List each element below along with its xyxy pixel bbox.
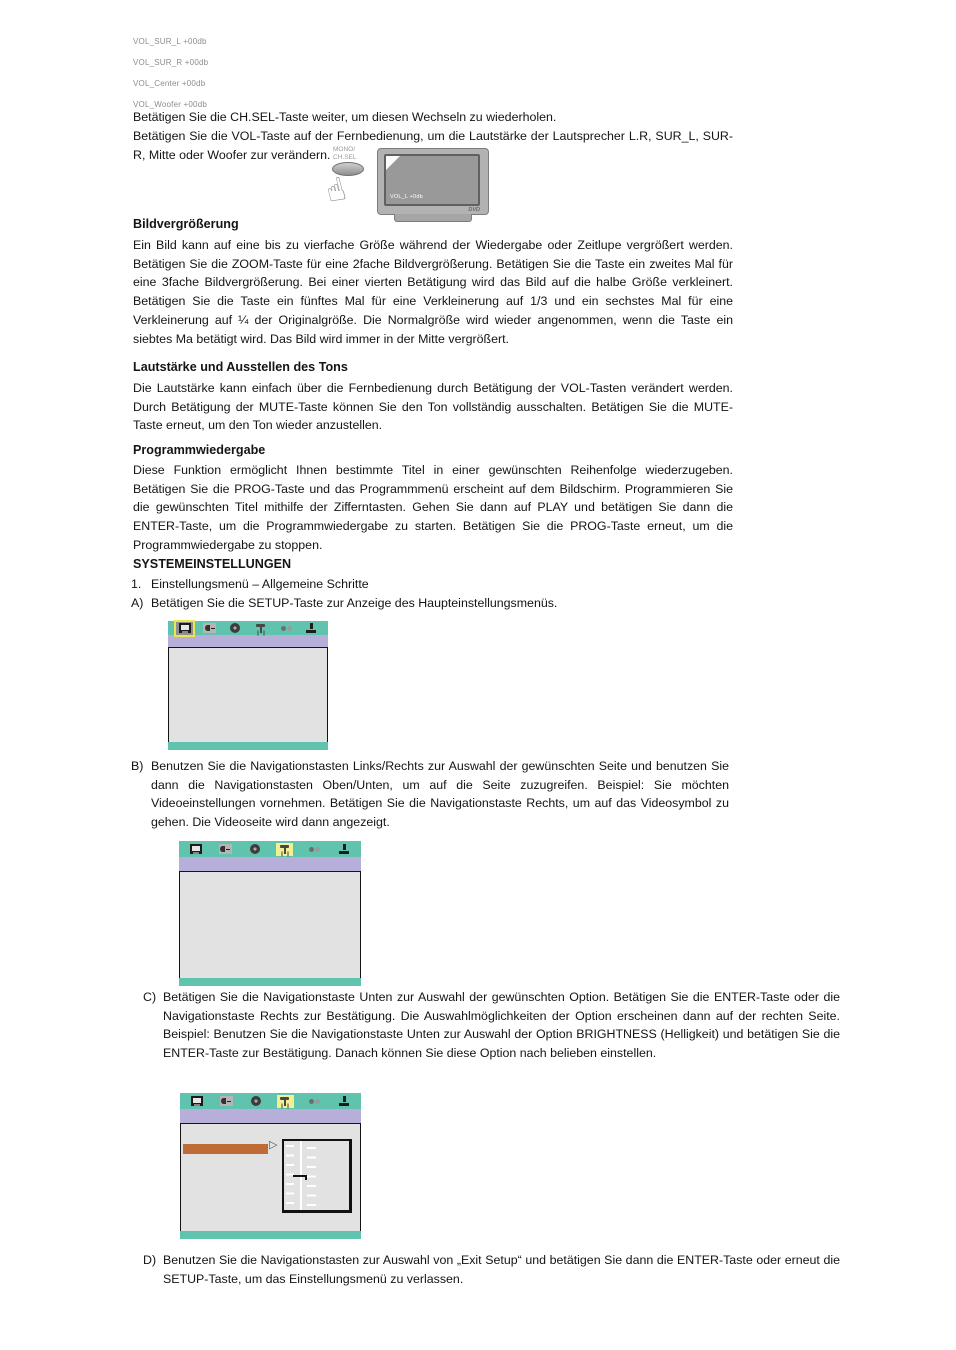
highlighted-slot: [277, 1095, 294, 1108]
remote-label-bottom: CH.SEL: [333, 153, 357, 161]
setup-menu-footer: [180, 1231, 361, 1239]
intro-paragraph-2: Betätigen Sie die VOL-Taste auf der Fernbedienung, um die Lautstärke der Lautsprecher L.R, SUR_L, SUR-R, Mitte oder Woofer zur verändern.: [133, 129, 733, 162]
setup-menu-panel: [168, 647, 328, 742]
setup-menu-screenshot-3: [180, 1093, 361, 1239]
setup-menu-icon-bar: [179, 841, 361, 857]
tv-illustration: [377, 148, 489, 215]
language-icon: [220, 1096, 233, 1106]
pointing-hand-icon: ☝: [321, 170, 350, 210]
system-icon: [179, 623, 191, 633]
video-icon: [279, 1096, 291, 1107]
slider-ticks-right: [307, 1147, 316, 1208]
step-marker: A): [131, 596, 144, 610]
setup-menu-icon-bar: [168, 621, 328, 635]
speaker-icon: [308, 845, 321, 854]
chsel-button-label: [333, 146, 356, 161]
tv-logo: DVD: [468, 207, 480, 213]
intro-paragraph-1: Betätigen Sie die CH.SEL-Taste weiter, um diesen Wechseln zu wiederholen.: [133, 110, 557, 124]
audio-icon: [230, 623, 240, 633]
setup-menu-panel: [180, 1123, 361, 1231]
setup-menu-subbar: [168, 635, 328, 647]
option-arrow-icon: ▷: [269, 1139, 278, 1151]
section-heading-volume: Lautstärke und Ausstellen des Tons: [133, 360, 348, 374]
setup-menu-subbar: [180, 1109, 361, 1123]
video-icon: [255, 623, 267, 634]
setup-menu-screenshot-2: [179, 841, 361, 986]
remote-tv-illustration: [321, 143, 496, 229]
section-heading-system: SYSTEMEINSTELLUNGEN: [133, 557, 292, 571]
step-a: [131, 594, 731, 613]
brightness-slider: [282, 1139, 352, 1213]
step-1: [131, 575, 731, 594]
step-d: [143, 1251, 840, 1288]
section-heading-program: Programmwiedergabe: [133, 443, 266, 457]
highlighted-slot: [276, 843, 293, 856]
digital-icon: [338, 1096, 350, 1106]
setup-menu-panel: [179, 871, 361, 978]
step-text: Benutzen Sie die Navigationstasten Links/Rechts zur Auswahl der gewünschten Seite und benutzen Sie dann die Navigationstasten Oben/Unten, um auf die Seite zuzugreifen. Beispiel: Sie möchten Videoeinstellungen vornehmen. Betätigen Sie die Navigationstaste Rechts, um auf das Videosymbol zu gehen. Die Videoseite wird dann angezeigt.: [151, 759, 729, 830]
osd-volume-line: VOL_Woofer +00db: [133, 100, 207, 109]
setup-menu-screenshot-1: [168, 621, 328, 750]
setup-menu-subbar: [179, 857, 361, 871]
section-body-zoom: Ein Bild kann auf eine bis zu vierfache Größe während der Wiedergabe oder Zeitlupe vergrößert werden. Betätigen Sie die ZOOM-Taste für eine 2fache Bildvergrößerung. Betätigen Sie die Taste ein zweites Mal für eine 3fache Bildvergrößerung. Bei einer vierten Betätigung wird das Bild auf die halbe Größe verkleinert. Betätigen Sie die Taste ein fünftes Mal für eine Verkleinerung auf 1/3 und ein sechstes Mal für eine Verkleinerung auf ¼ der Originalgröße. Die Normalgröße wird wieder angenommen, wenn die Taste ein siebtes Ma betätigt wird. Das Bild wird immer in der Mitte vergrößert.: [133, 238, 733, 346]
step-marker: B): [131, 759, 144, 773]
section-heading-zoom: Bildvergrößerung: [133, 217, 239, 231]
tv-glare: [386, 156, 400, 170]
digital-icon: [305, 623, 317, 633]
language-icon: [219, 844, 232, 854]
osd-volume-line: VOL_SUR_R +00db: [133, 58, 209, 67]
step-text: Betätigen Sie die SETUP-Taste zur Anzeige des Haupteinstellungsmenüs.: [151, 596, 558, 610]
tv-osd-text: VOL_L +0db: [390, 194, 423, 200]
step-c: [143, 988, 840, 1063]
remote-label-top: MONO/: [333, 146, 356, 153]
section-body-program: Diese Funktion ermöglicht Ihnen bestimmte Titel in einer gewünschten Reihenfolge wiederzugeben. Betätigen Sie die PROG-Taste und das Programmmenü erscheint auf dem Bildschirm. Programmieren Sie die gewünschten Titel mithilfe der Zifferntasten. Gehen Sie dann auf PLAY und betätigen Sie dann die ENTER-Taste, um die Programmwiedergabe zu starten. Betätigen Sie die PROG-Taste erneut, um die Programmwiedergabe zu stoppen.: [133, 463, 733, 552]
step-b: [131, 757, 729, 832]
slider-handle: [293, 1175, 306, 1177]
step-marker: 1.: [131, 577, 142, 591]
speaker-icon: [308, 1097, 321, 1106]
step-text: Einstellungsmenü – Allgemeine Schritte: [151, 577, 369, 591]
video-icon: [279, 844, 291, 855]
tv-screen: [384, 154, 480, 206]
step-text: Betätigen Sie die Navigationstaste Unten zur Auswahl der gewünschten Option. Betätigen Sie die ENTER-Taste oder die Navigationstaste Rechts zur Bestätigung. Die Auswahlmöglichkeiten der Option erscheinen dann auf der rechten Seite. Beispiel: Benutzen Sie die Navigationstaste Unten zur Auswahl der Option BRIGHTNESS (Helligkeit) und betätigen Sie die ENTER-Taste zur Bestätigung. Danach können Sie diese Option nach belieben einstellen.: [163, 990, 840, 1061]
osd-volume-line: VOL_SUR_L +00db: [133, 37, 207, 46]
setup-menu-icon-bar: [180, 1093, 361, 1109]
step-text: Benutzen Sie die Navigationstasten zur Auswahl von „Exit Setup“ und betätigen Sie dann die ENTER-Taste oder erneut die SETUP-Taste, um das Einstellungsmenü zu verlassen.: [163, 1253, 840, 1286]
digital-icon: [338, 844, 350, 854]
setup-menu-footer: [168, 742, 328, 750]
setup-menu-footer: [179, 978, 361, 986]
step-marker: D): [143, 1253, 157, 1267]
speaker-icon: [280, 624, 293, 633]
language-icon: [203, 623, 216, 633]
tv-base: [394, 214, 472, 222]
system-icon: [190, 844, 202, 854]
audio-icon: [250, 844, 260, 854]
osd-volume-line: VOL_Center +00db: [133, 79, 206, 88]
system-icon: [191, 1096, 203, 1106]
step-marker: C): [143, 990, 157, 1004]
highlighted-slot: [176, 622, 193, 635]
selected-option-bar: [183, 1144, 268, 1154]
audio-icon: [251, 1096, 261, 1106]
section-body-volume: Die Lautstärke kann einfach über die Fernbedienung durch Betätigung der VOL-Tasten verändert werden. Durch Betätigung der MUTE-Taste können Sie den Ton vollständig ausschalten. Betätigen Sie die MUTE-Taste erneut, um den Ton wieder anzustellen.: [133, 381, 733, 433]
